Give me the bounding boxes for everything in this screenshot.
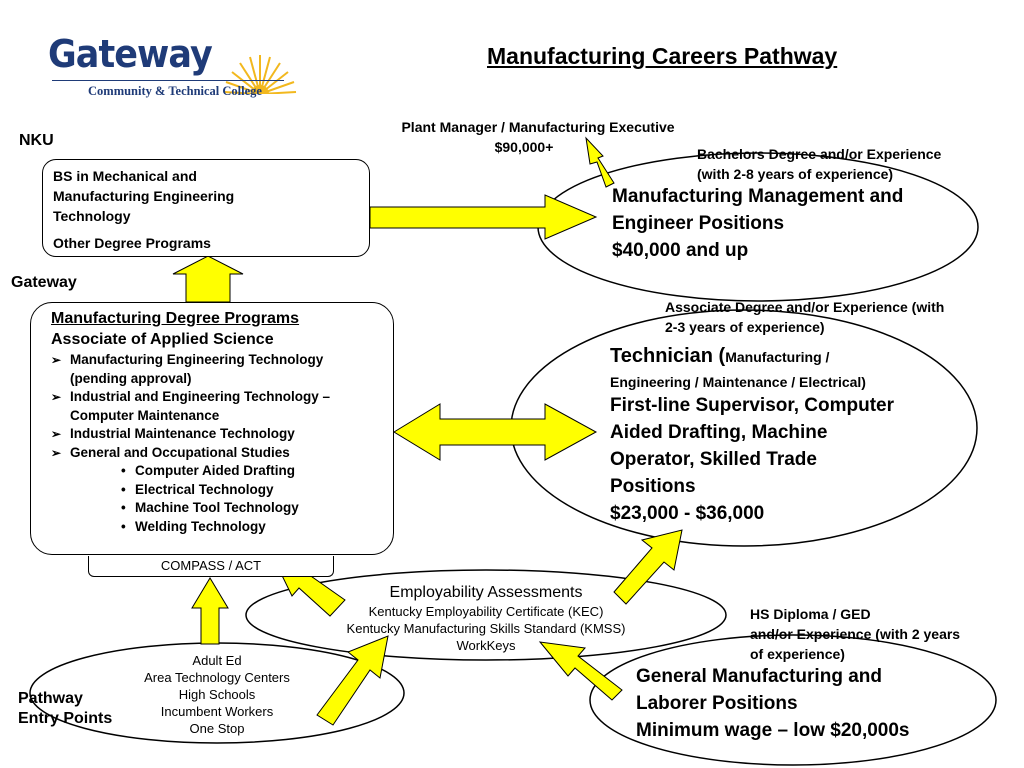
plant-manager-salary: $90,000+ bbox=[494, 139, 554, 155]
nku-degree-line2: Manufacturing Engineering bbox=[53, 188, 235, 204]
list-item: • Electrical Technology bbox=[51, 481, 393, 500]
list-item: High Schools bbox=[178, 687, 256, 702]
management-note-line1: Bachelors Degree and/or Experience bbox=[697, 146, 942, 162]
plant-manager-text bbox=[368, 117, 708, 157]
general-requirements bbox=[750, 604, 960, 664]
page-title: Manufacturing Careers Pathway bbox=[487, 43, 838, 69]
entry-points-list bbox=[117, 652, 317, 737]
management-note-line2: (with 2-8 years of experience) bbox=[697, 166, 894, 182]
programs-subheading: Associate of Applied Science bbox=[51, 331, 274, 348]
arrow-gateway-technician bbox=[394, 404, 596, 460]
gateway-label: Gateway bbox=[11, 274, 77, 291]
employability-kec: Kentucky Employability Certificate (KEC) bbox=[368, 604, 604, 619]
entry-label-line1: Pathway bbox=[18, 690, 83, 707]
nku-other-programs: Other Degree Programs bbox=[53, 235, 211, 251]
general-line2: Laborer Positions bbox=[636, 693, 798, 714]
logo-wordmark: Gateway bbox=[48, 32, 212, 76]
general-salary: Minimum wage – low $20,000s bbox=[636, 720, 910, 741]
list-item: ➢ General and Occupational Studies bbox=[51, 444, 393, 463]
general-line1: General Manufacturing and bbox=[636, 666, 882, 687]
nku-box bbox=[42, 159, 370, 257]
technician-note-line2: 2-3 years of experience) bbox=[665, 319, 825, 335]
employability-title: Employability Assessments bbox=[389, 584, 583, 601]
list-item: Incumbent Workers bbox=[160, 704, 274, 719]
technician-positions bbox=[610, 342, 894, 527]
arrow-nku-to-management bbox=[370, 195, 596, 239]
list-item: Adult Ed bbox=[192, 653, 242, 668]
technician-line2: Aided Drafting, Machine bbox=[610, 422, 828, 443]
compass-act-box bbox=[88, 556, 334, 577]
entry-label-line2: Entry Points bbox=[18, 710, 113, 727]
list-item: • Computer Aided Drafting bbox=[51, 462, 393, 481]
technician-line3: Operator, Skilled Trade bbox=[610, 449, 817, 470]
technician-title: Technician ( bbox=[610, 345, 726, 367]
list-item: • Machine Tool Technology bbox=[51, 499, 393, 518]
program-list bbox=[51, 351, 393, 462]
technician-line1: First-line Supervisor, Computer bbox=[610, 395, 894, 416]
general-note-line1: HS Diploma / GED bbox=[750, 606, 871, 622]
technician-sub-line1: Manufacturing / bbox=[725, 349, 830, 365]
list-item: ➢ Industrial Maintenance Technology bbox=[51, 425, 393, 444]
nku-label: NKU bbox=[19, 132, 54, 149]
management-positions bbox=[612, 183, 903, 264]
gateway-box bbox=[30, 302, 394, 555]
entry-points-label bbox=[18, 689, 112, 729]
logo-subtitle: Community & Technical College bbox=[88, 84, 262, 98]
general-note-line2b: (with 2 years bbox=[871, 626, 961, 642]
technician-note-line1: Associate Degree and/or Experience (with bbox=[665, 299, 945, 315]
technician-requirements bbox=[665, 297, 944, 337]
list-item: • Welding Technology bbox=[51, 518, 393, 537]
management-requirements bbox=[697, 144, 941, 184]
nku-degree-line1: BS in Mechanical and bbox=[53, 168, 197, 184]
general-positions bbox=[636, 663, 910, 744]
list-item: Area Technology Centers bbox=[144, 670, 290, 685]
programs-heading: Manufacturing Degree Programs bbox=[51, 310, 300, 327]
arrow-gateway-to-nku bbox=[173, 256, 243, 302]
plant-manager-title: Plant Manager / Manufacturing Executive bbox=[401, 119, 675, 135]
employability-kmss: Kentucky Manufacturing Skills Standard (KMSS) bbox=[346, 621, 626, 636]
technician-sub-line2: Engineering / Maintenance / Electrical) bbox=[610, 374, 866, 390]
list-item: ➢ Industrial and Engineering Technology – Computer Maintenance bbox=[51, 388, 393, 425]
list-item: ➢ Manufacturing Engineering Technology (pending approval) bbox=[51, 351, 393, 388]
management-line2: Engineer Positions bbox=[612, 213, 785, 234]
list-item: One Stop bbox=[189, 721, 245, 736]
general-note-line3: of experience) bbox=[750, 646, 845, 662]
employability-text bbox=[306, 583, 666, 654]
technician-salary: $23,000 - $36,000 bbox=[610, 503, 765, 524]
employability-workkeys: WorkKeys bbox=[456, 638, 516, 653]
arrow-entry-to-compass bbox=[192, 578, 228, 644]
technician-line4: Positions bbox=[610, 476, 696, 497]
management-salary: $40,000 and up bbox=[612, 240, 749, 261]
management-line1: Manufacturing Management and bbox=[612, 186, 904, 207]
studies-sublist bbox=[51, 462, 393, 536]
nku-degree-line3: Technology bbox=[53, 208, 131, 224]
compass-act-text: COMPASS / ACT bbox=[160, 558, 262, 573]
general-note-line2a: and/or Experience bbox=[750, 626, 872, 642]
